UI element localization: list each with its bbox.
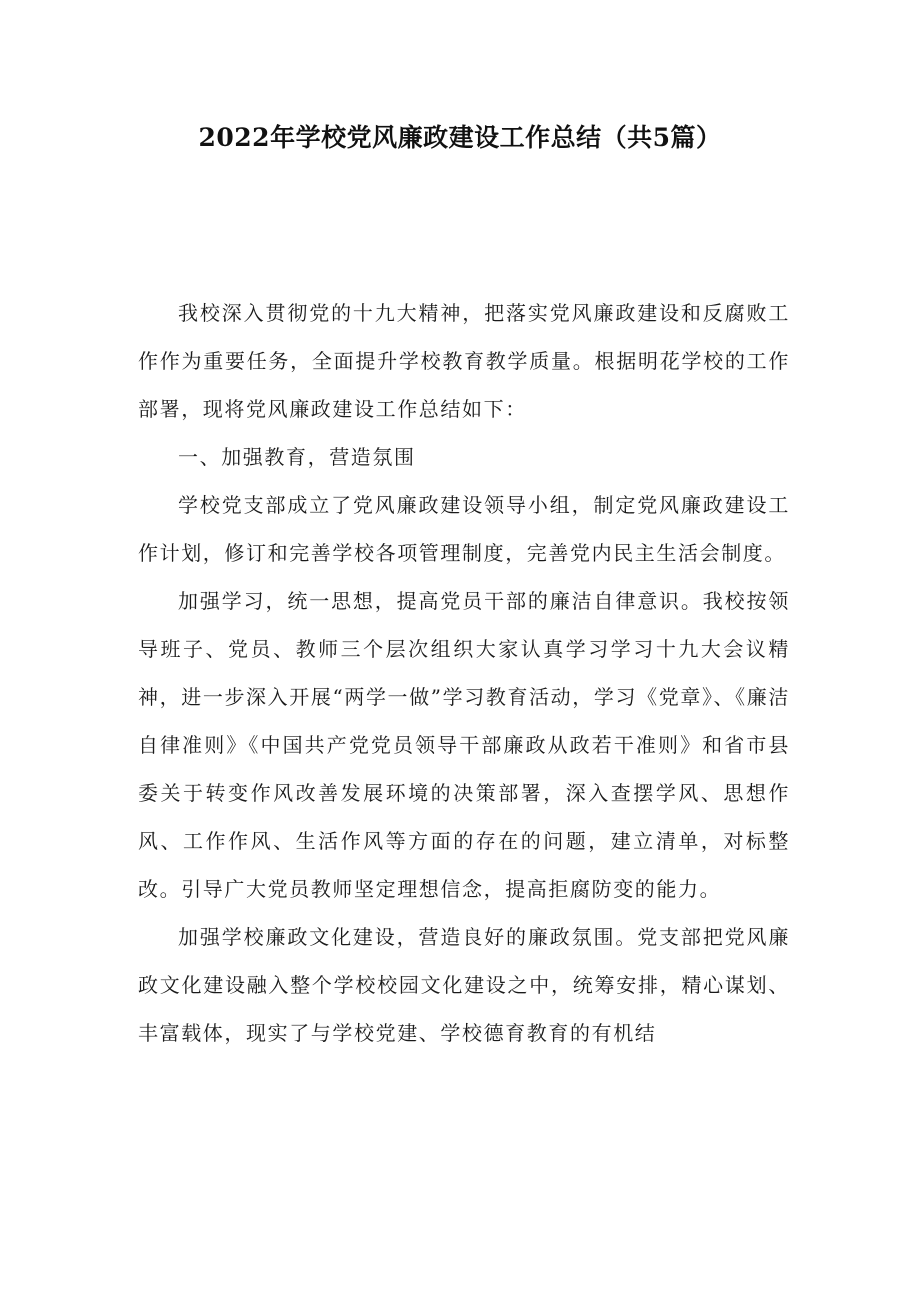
paragraph-study: 加强学习，统一思想，提高党员干部的廉洁自律意识。我校按领导班子、党员、教师三个层次组织大家认真学习学习十九大会议精神，进一步深入开展“两学一做”学习教育活动，学习《党章》、《廉洁自律准则》《中国共产党党员领导干部廉政从政若干准则》和省市县委关于转变作风改善发展环境的决策部署，深入查摆学风、思想作风、工作作风、生活作风等方面的存在的问题，建立清单，对标整改。引导广大党员教师坚定理想信念，提高拒腐防变的能力。 — [138, 589, 790, 901]
paragraph-leadership: 学校党支部成立了党风廉政建设领导小组，制定党风廉政建设工作计划，修订和完善学校各项管理制度，完善党内民主生活会制度。 — [138, 493, 790, 565]
paragraph-culture: 加强学校廉政文化建设，营造良好的廉政氛围。党支部把党风廉政文化建设融入整个学校校园文化建设之中，统筹安排，精心谋划、丰富载体，现实了与学校党建、学校德育教育的有机结 — [138, 925, 790, 1045]
document-title: 2022年学校党风廉政建设工作总结（共5篇） — [198, 123, 722, 152]
section-heading: 一、加强教育，营造氛围 — [178, 445, 416, 469]
document-body — [138, 289, 790, 1057]
paragraph-intro: 我校深入贯彻党的十九大精神，把落实党风廉政建设和反腐败工作作为重要任务，全面提升学校教育教学质量。根据明花学校的工作部署，现将党风廉政建设工作总结如下： — [138, 301, 790, 421]
